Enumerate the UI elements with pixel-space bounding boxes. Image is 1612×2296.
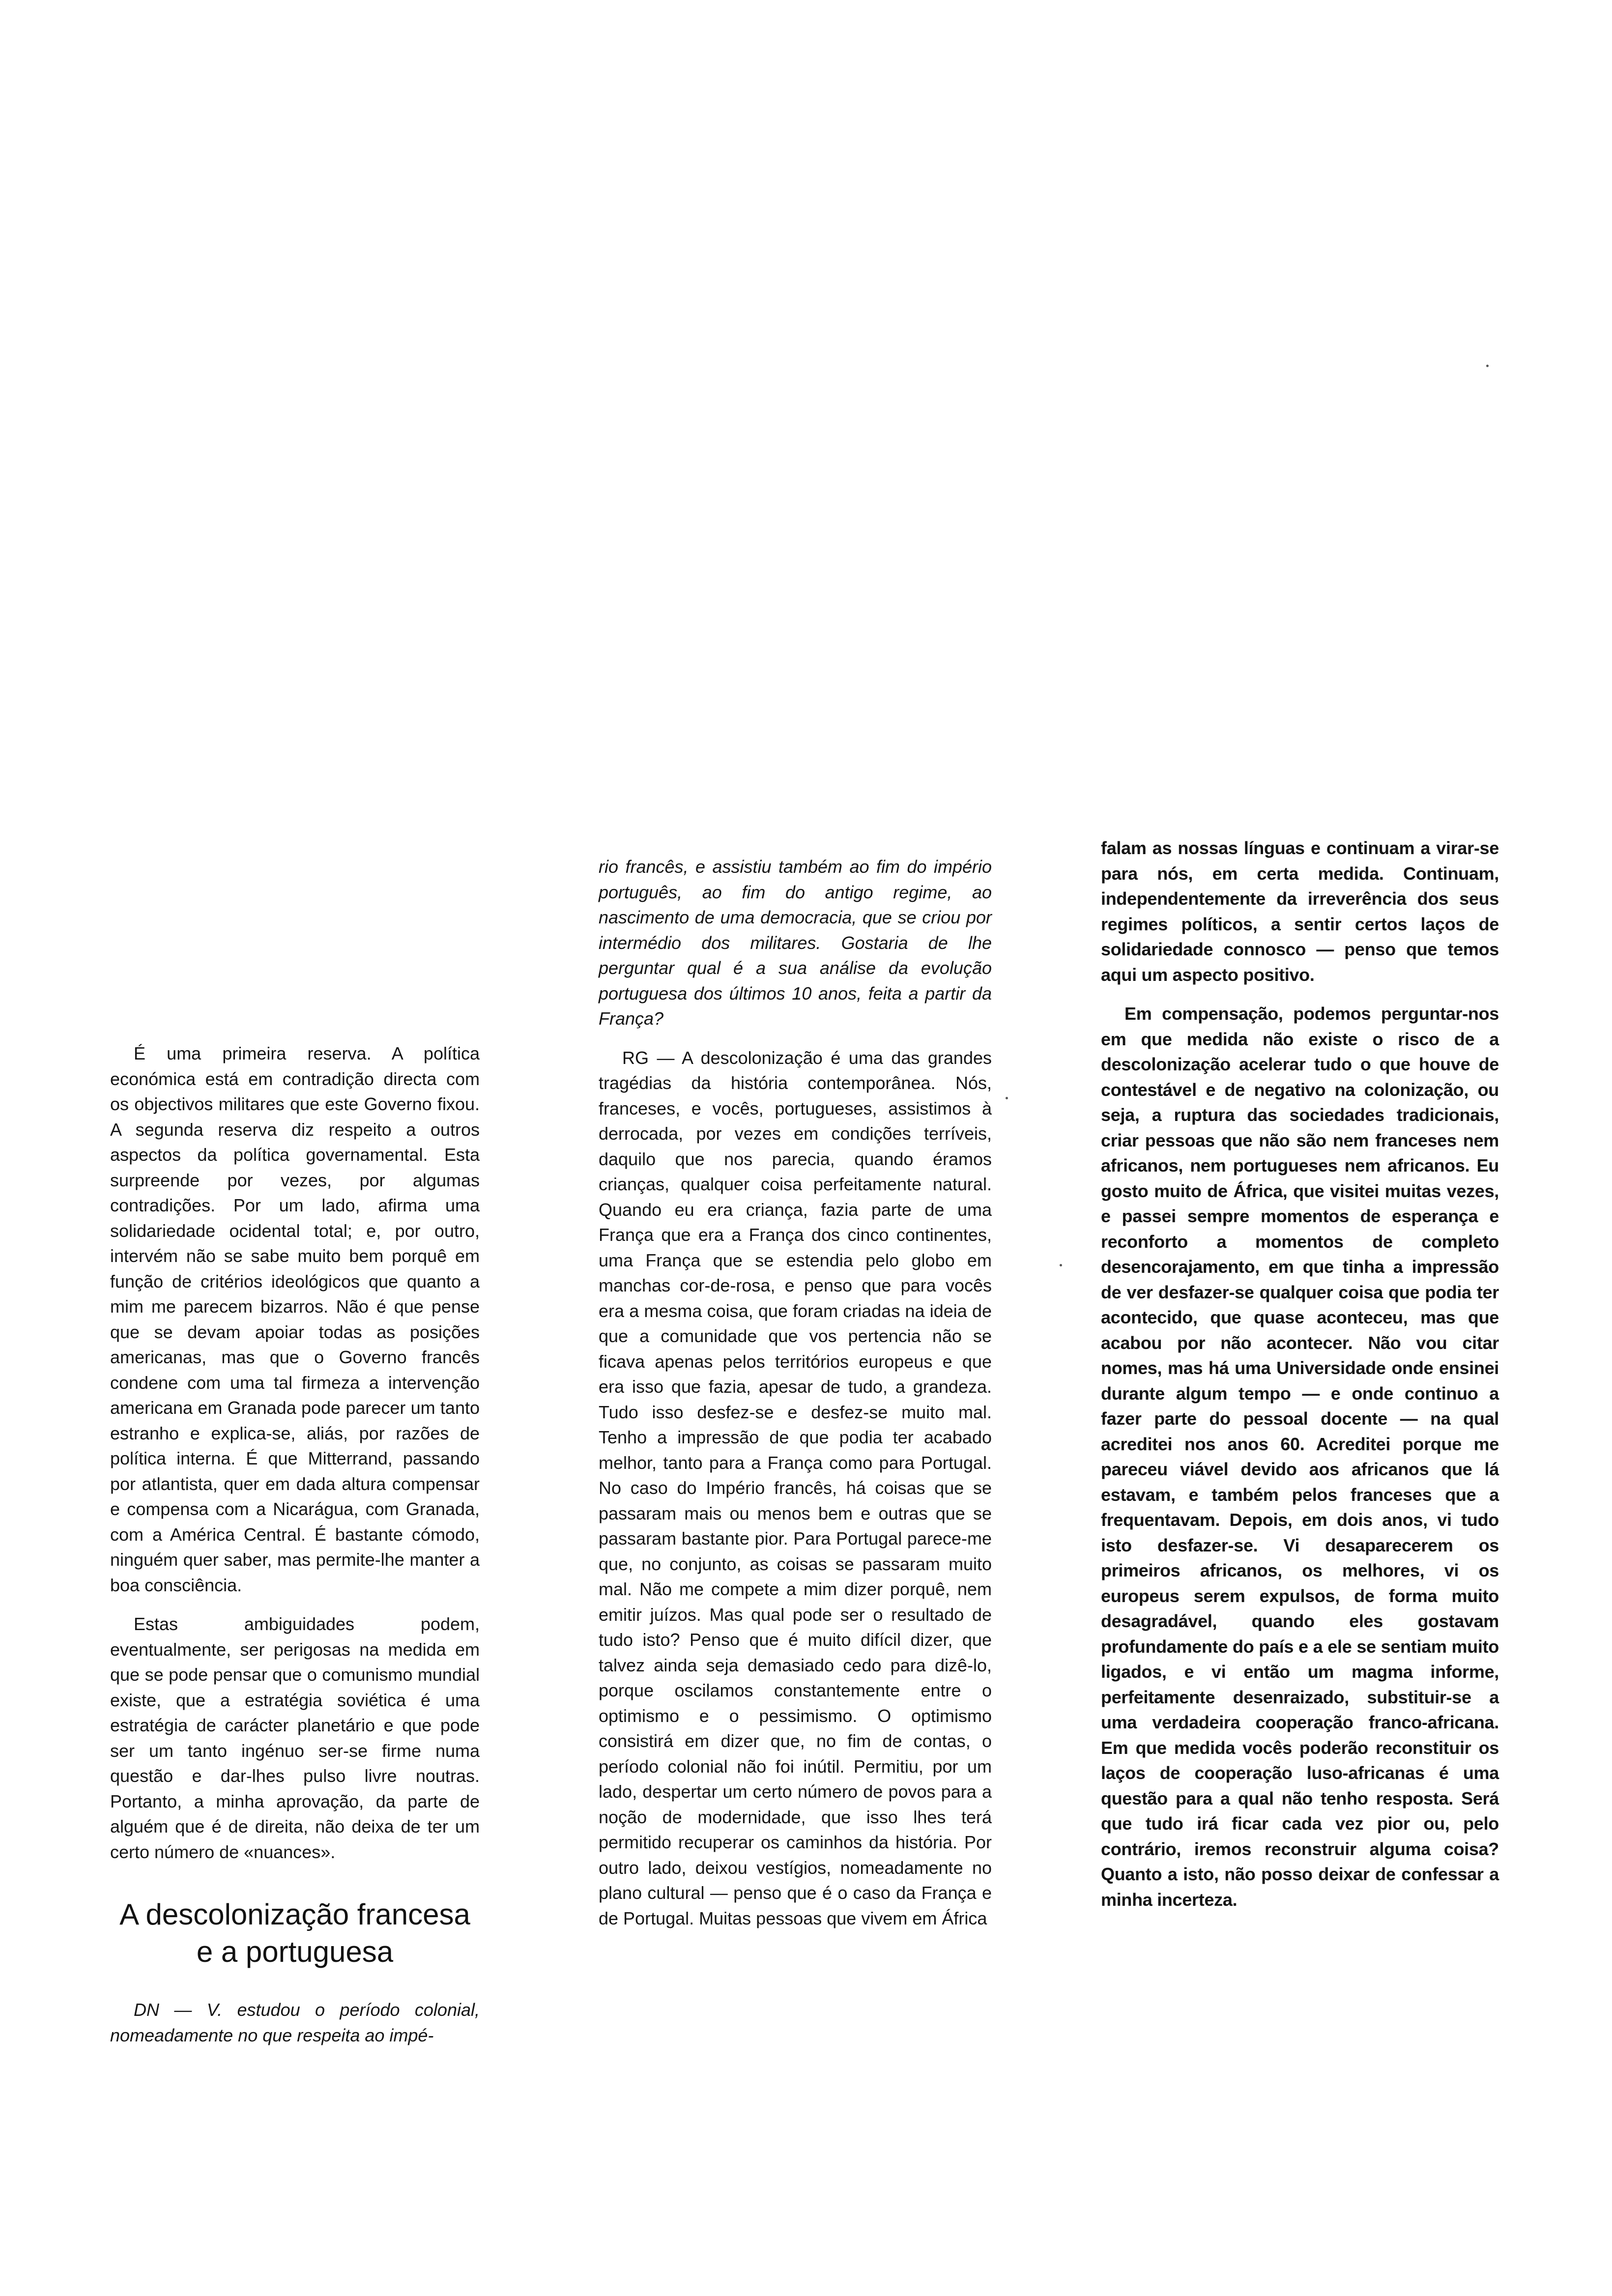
- interview-answer: RG — A descolonização é uma das grandes tragédias da história contemporânea. Nós, franceses, e vocês, portugueses, assistimos à derrocada, por vezes em condições terríveis, daquilo que nos parecia, quando éramos crianças, qualquer coisa perfeitamente natural. Quando eu era criança, fazia parte de uma França que era a França dos cinco continentes, uma França que se estendia pelo globo em manchas cor-de-rosa, e penso que para vocês era a mesma coisa, que foram criadas na ideia de que a comunidade que vos pertencia não se ficava apenas pelos territórios europeus e que era isso que fazia, apesar de tudo, a grandeza. Tudo isso desfez-se e desfez-se muito mal. Tenho a impressão de que podia ter acabado melhor, tanto para a França como para Portugal. No caso do Império francês, há coisas que se passaram mais ou menos bem e outras que se passaram bastante pior. Para Portugal parece-me que, no conjunto, as coisas se passaram muito mal. Não me compete a mim dizer porquê, nem emitir juízos. Mas qual pode ser o resultado de tudo isto? Penso que é muito difícil dizer, que talvez ainda seja demasiado cedo para dizê-lo, porque oscilamos constantemente entre o optimismo e o pessimismo. O optimismo consistirá em dizer que, no fim de contas, o período colonial não foi inútil. Permitiu, por um lado, despertar um certo número de povos para a noção de modernidade, que isso lhes terá permitido recuperar os caminhos da história. Por outro lado, deixou vestígios, nomeadamente no plano cultural — penso que é o caso da França e de Portugal. Muitas pessoas que vivem em África: [599, 1047, 992, 1928]
- paragraph: Estas ambiguidades podem, eventualmente, ser perigosas na medida em que se pode pensar que o comunismo mundial existe, que a estratégia soviética é uma estratégia de carácter planetário e que pode ser um tanto ingénuo ser-se firme numa questão e dar-lhes pulso livre noutras. Portanto, a minha aprovação, da parte de alguém que é de direita, não deixa de ter um certo número de «nuances».: [110, 1614, 480, 1862]
- article-column-2: [599, 854, 992, 1931]
- section-heading: [110, 1896, 480, 1971]
- section-heading-line: A descolonização francesa: [119, 1898, 470, 1931]
- interview-question-continued: rio francês, e assistiu também ao fim do império português, ao fim do antigo regime, ao nascimento de uma democracia, que se criou por intermédio dos militares. Gostaria de lhe perguntar qual é a sua análise da evolução portuguesa dos últimos 10 anos, feita a partir da França?: [599, 857, 992, 1029]
- section-heading-line: e a portuguesa: [196, 1935, 394, 1968]
- scan-speck: [1486, 365, 1489, 367]
- article-column-1: [110, 1041, 480, 2048]
- scan-speck: [1060, 1264, 1062, 1266]
- interview-question: DN — V. estudou o período colonial, nomeadamente no que respeita ao impé-: [110, 2000, 480, 2045]
- scan-speck: [1006, 1097, 1008, 1099]
- paragraph: falam as nossas línguas e continuam a virar-se para nós, em certa medida. Continuam, independentemente da irreverência dos seus regimes políticos, a sentir certos laços de solidariedade connosco — penso que temos aqui um aspecto positivo.: [1101, 838, 1499, 985]
- paragraph: Em compensação, podemos perguntar-nos em que medida não existe o risco de a descolonização acelerar tudo o que houve de contestável e de negativo na colonização, ou seja, a ruptura das sociedades tradicionais, criar pessoas que não são nem franceses nem africanos, nem portugueses nem africanos. Eu gosto muito de África, que visitei muitas vezes, e passei sempre momentos de esperança e reconforto a momentos de completo desencorajamento, em que tinha a impressão de ver desfazer-se qualquer coisa que podia ter acontecido, que quase aconteceu, mas que acabou por não acontecer. Não vou citar nomes, mas há uma Universidade onde ensinei durante algum tempo — e onde continuo a fazer parte do pessoal docente — na qual acreditei nos anos 60. Acreditei porque me pareceu viável devido aos africanos que lá estavam, e também pelos franceses que a frequentavam. Depois, em dois anos, vi tudo isto desfazer-se. Vi desaparecerem os primeiros africanos, os melhores, vi os europeus serem expulsos, de forma muito desagradável, quando eles gostavam profundamente do país e a ele se sentiam muito ligados, e vi então um magma informe, perfeitamente desenraizado, substituir-se a uma verdadeira cooperação franco-africana. Em que medida vocês poderão reconstituir os laços de cooperação luso-africanas é uma questão para a qual não tenho resposta. Será que tudo irá ficar cada vez pior ou, pelo contrário, iremos reconstruir alguma coisa? Quanto a isto, não posso deixar de confessar a minha incerteza.: [1101, 1004, 1499, 1910]
- article-column-3: [1101, 835, 1499, 1912]
- paragraph: É uma primeira reserva. A política económica está em contradição directa com os objectivos militares que este Governo fixou. A segunda reserva diz respeito a outros aspectos da política governamental. Esta surpreende por vezes, por algumas contradições. Por um lado, afirma uma solidariedade ocidental total; e, por outro, intervém não se sabe muito bem porquê em função de critérios ideológicos que quanto a mim me parecem bizarros. Não é que pense que se devam apoiar todas as posições americanas, mas que o Governo francês condene com uma tal firmeza a intervenção americana em Granada pode parecer um tanto estranho e explica-se, aliás, por razões de política interna. É que Mitterrand, passando por atlantista, quer em dada altura compensar e compensa com a Nicarágua, com Granada, com a América Central. É bastante cómodo, ninguém quer saber, mas permite-lhe manter a boa consciência.: [110, 1043, 480, 1595]
